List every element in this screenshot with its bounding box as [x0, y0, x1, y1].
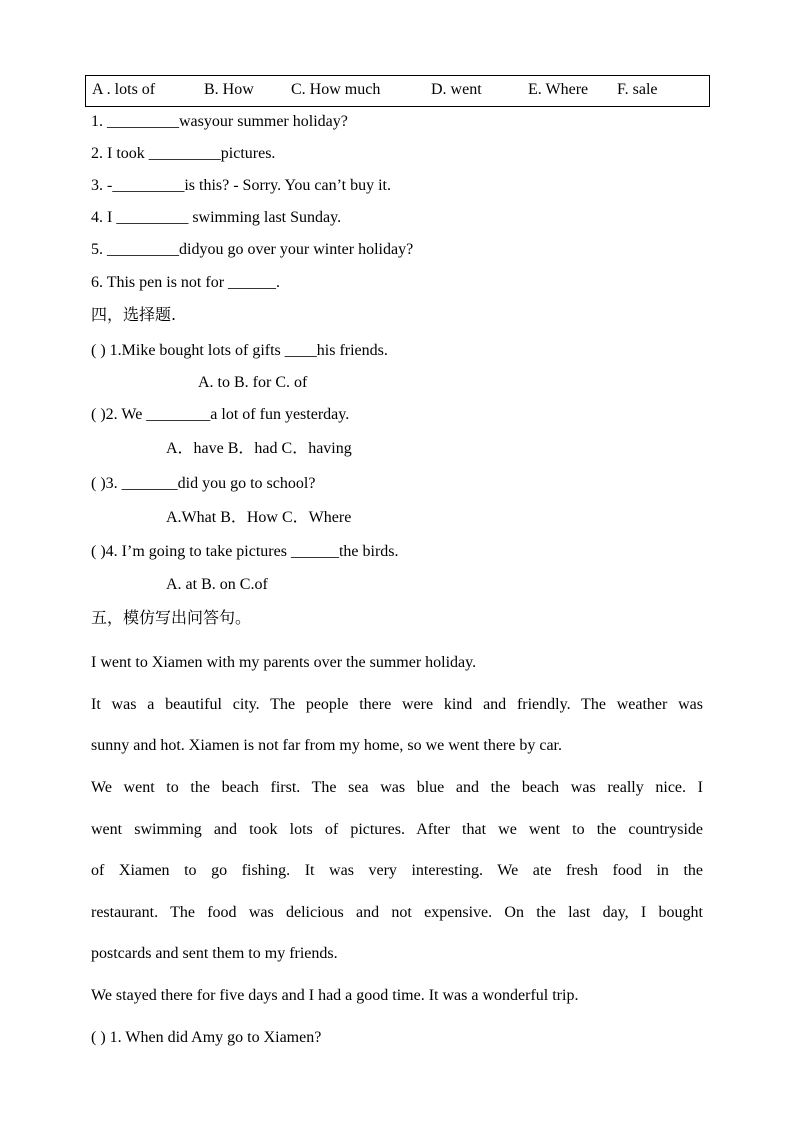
word-bank-item: B. How	[204, 81, 254, 98]
word-bank-item: D. went	[431, 81, 482, 98]
section-title: 四，选择题.	[91, 305, 177, 324]
fill-blank-question: 4. I _________ swimming last Sunday.	[91, 209, 342, 226]
passage-line: We went to the beach first. The sea was blue and the beach was really nice. I	[91, 779, 703, 796]
mc-question: ( )4. I’m going to take pictures ______the birds.	[91, 543, 399, 560]
word-bank-item: C. How much	[291, 81, 381, 98]
word-bank-item: E. Where	[528, 81, 589, 98]
passage-line: went swimming and took lots of pictures. After that we went to the countryside	[91, 821, 703, 838]
mc-options: A. to B. for C. of	[198, 374, 308, 391]
passage-line: postcards and sent them to my friends.	[91, 945, 338, 962]
word-bank-box	[85, 75, 710, 107]
fill-blank-question: 5. _________didyou go over your winter holiday?	[91, 241, 414, 258]
passage-line: We stayed there for five days and I had a good time. It was a wonderful trip.	[91, 987, 579, 1004]
passage-line: restaurant. The food was delicious and not expensive. On the last day, I bought	[91, 904, 703, 921]
mc-question: ( )3. _______did you go to school?	[91, 475, 316, 492]
word-bank-item: A . lots of	[92, 81, 156, 98]
fill-blank-question: 2. I took _________pictures.	[91, 145, 276, 162]
passage-line: of Xiamen to go fishing. It was very interesting. We ate fresh food in the	[91, 862, 703, 879]
fill-blank-question: 1. _________wasyour summer holiday?	[91, 113, 348, 130]
word-bank-item: F. sale	[617, 81, 658, 98]
fill-blank-question: 6. This pen is not for ______.	[91, 274, 281, 291]
mc-options: A. at B. on C.of	[166, 576, 268, 593]
mc-options: A.What B．How C．Where	[166, 509, 352, 526]
fill-blank-question: 3. -_________is this? - Sorry. You can’t buy it.	[91, 177, 391, 194]
mc-question: ( ) 1.Mike bought lots of gifts ____his friends.	[91, 342, 388, 359]
mc-options: A．have B．had C．having	[166, 440, 352, 457]
passage-line: sunny and hot. Xiamen is not far from my home, so we went there by car.	[91, 737, 562, 754]
passage-line: It was a beautiful city. The people there were kind and friendly. The weather was	[91, 696, 703, 713]
passage-line: I went to Xiamen with my parents over the summer holiday.	[91, 654, 477, 671]
comprehension-question: ( ) 1. When did Amy go to Xiamen?	[91, 1029, 322, 1046]
mc-question: ( )2. We ________a lot of fun yesterday.	[91, 406, 350, 423]
section-title: 五，模仿写出问答句。	[91, 608, 252, 627]
